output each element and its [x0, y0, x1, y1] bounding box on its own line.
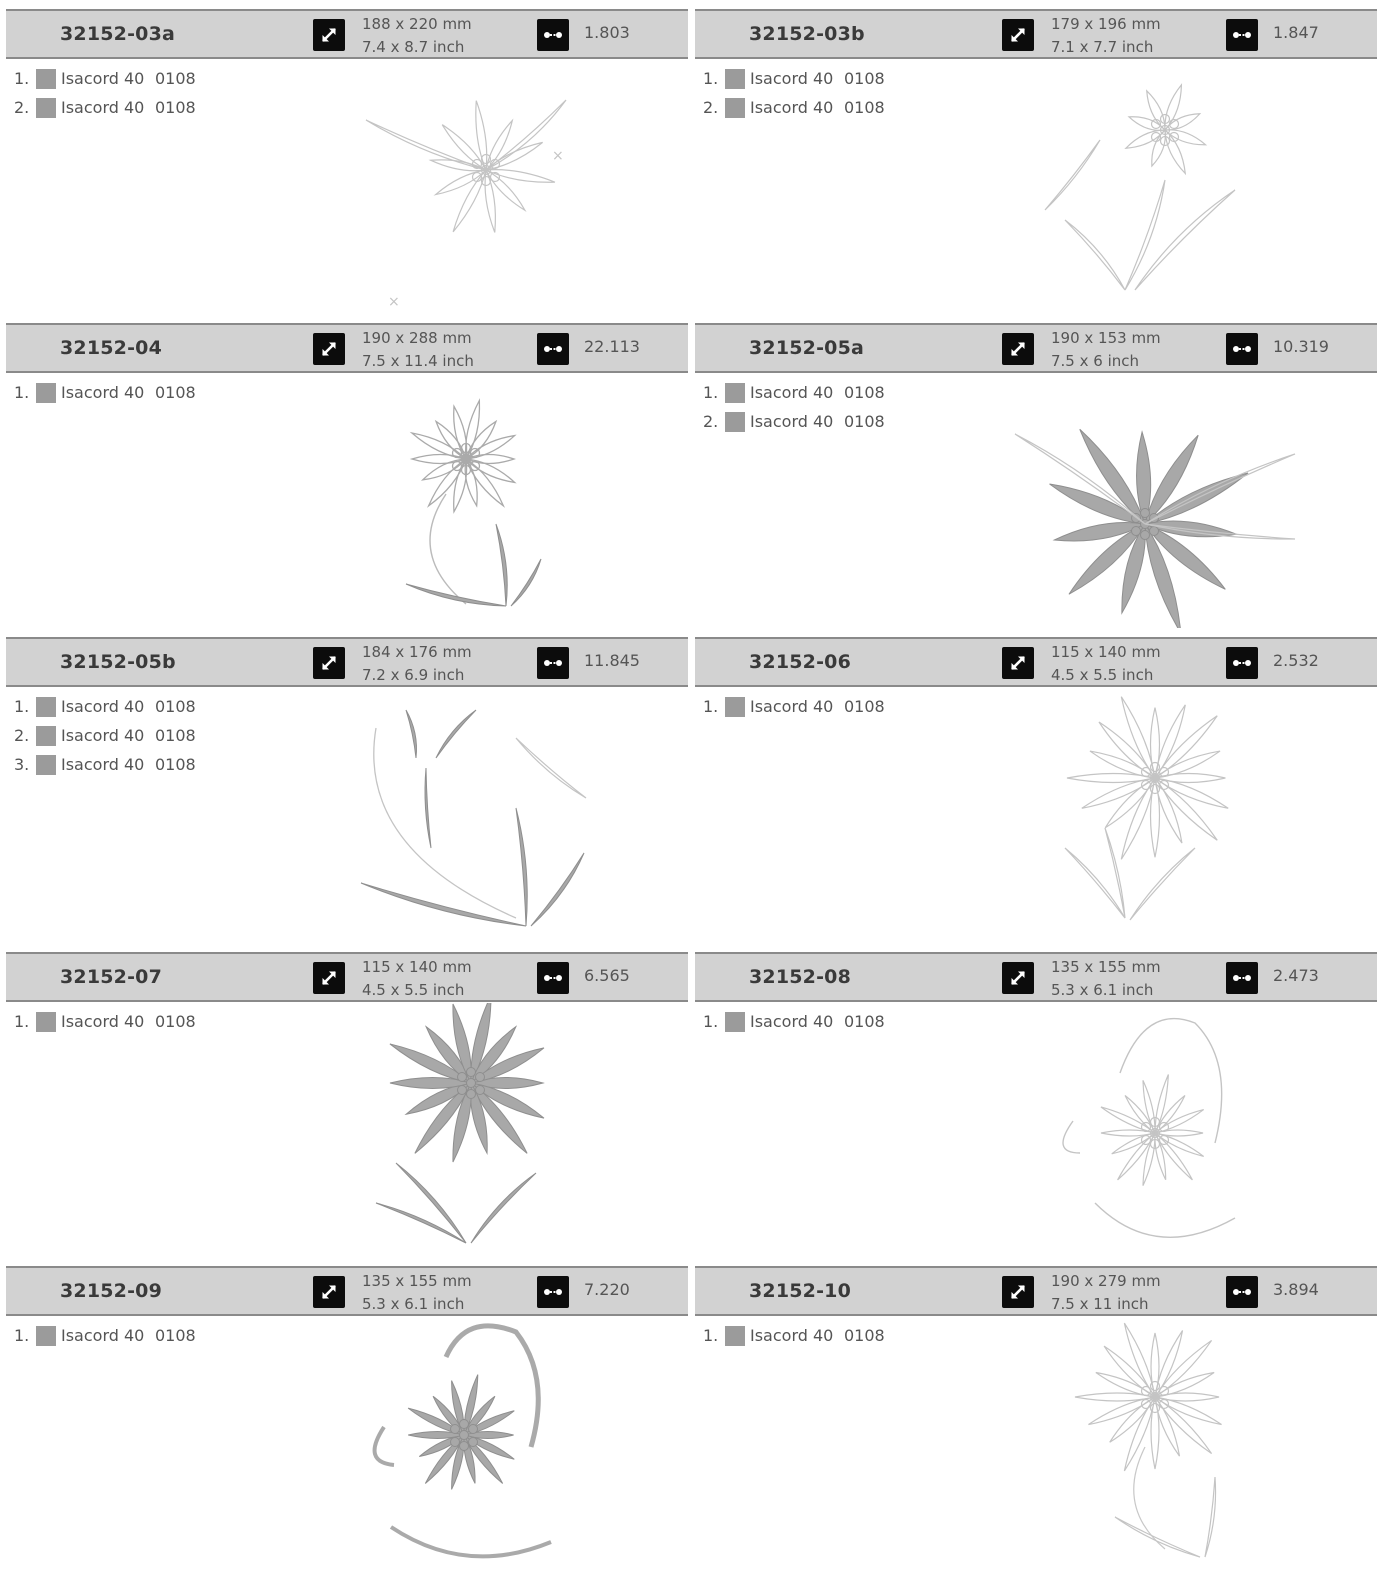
thread-color-swatch [36, 69, 56, 89]
design-size-mm: 188 x 220 mm [362, 15, 472, 33]
design-size-mm: 184 x 176 mm [362, 643, 472, 661]
thread-name: Isacord 40 [61, 1012, 145, 1031]
thread-list [14, 694, 214, 781]
design-size-mm: 190 x 153 mm [1051, 329, 1161, 347]
stitch-count: 6.565 [584, 966, 630, 985]
thread-color-code: 0108 [844, 697, 885, 716]
thread-list [703, 1323, 903, 1352]
design-card[interactable] [695, 943, 1377, 1257]
design-code: 32152-03a [60, 23, 176, 45]
thread-name: Isacord 40 [61, 697, 145, 716]
thread-name: Isacord 40 [61, 726, 145, 745]
edelweiss-wide-flower-icon [1005, 374, 1305, 628]
thread-color-swatch [36, 697, 56, 717]
edelweiss-swirl-outline-icon [1005, 1003, 1305, 1257]
stitch-count: 1.803 [584, 23, 630, 42]
design-dimensions [362, 1270, 472, 1316]
design-dimensions [362, 641, 472, 687]
resize-arrow-icon [1002, 647, 1034, 679]
design-header-bar [6, 1266, 688, 1316]
design-code: 32152-05b [60, 651, 176, 673]
thread-color-code: 0108 [844, 1012, 885, 1031]
stitch-count-icon [537, 1276, 569, 1308]
design-header-bar [6, 9, 688, 59]
thread-color-code: 0108 [155, 697, 196, 716]
thread-color-code: 0108 [844, 98, 885, 117]
edelweiss-filled-flower-icon [316, 1003, 616, 1257]
thread-number: 1. [14, 383, 30, 402]
thread-list [703, 380, 903, 438]
stitch-count: 2.473 [1273, 966, 1319, 985]
thread-row [703, 95, 903, 124]
stitch-count-icon [1226, 1276, 1258, 1308]
svg-text:×: × [552, 148, 564, 164]
thread-name: Isacord 40 [61, 383, 145, 402]
stitch-count-icon [537, 333, 569, 365]
design-size-mm: 135 x 155 mm [362, 1272, 472, 1290]
svg-text:×: × [388, 294, 400, 310]
thread-row [14, 1323, 214, 1352]
thread-number: 1. [14, 1326, 30, 1345]
thread-name: Isacord 40 [750, 412, 834, 431]
stitch-count-icon [537, 19, 569, 51]
thread-row [14, 380, 214, 409]
thread-color-swatch [725, 1012, 745, 1032]
design-dimensions [1051, 641, 1161, 687]
thread-color-code: 0108 [155, 1012, 196, 1031]
design-card[interactable] [6, 628, 688, 942]
edelweiss-flower-stem-icon [316, 374, 616, 628]
thread-color-swatch [36, 98, 56, 118]
resize-arrow-icon [313, 962, 345, 994]
stitch-count-icon [1226, 647, 1258, 679]
thread-name: Isacord 40 [750, 98, 834, 117]
thread-color-swatch [725, 98, 745, 118]
resize-arrow-icon [313, 647, 345, 679]
design-dimensions [1051, 13, 1161, 59]
thread-name: Isacord 40 [750, 697, 834, 716]
design-size-inch: 4.5 x 5.5 inch [1051, 666, 1154, 684]
design-dimensions [362, 327, 474, 373]
thread-color-code: 0108 [844, 412, 885, 431]
thread-name: Isacord 40 [61, 69, 145, 88]
design-card[interactable] [695, 314, 1377, 628]
thread-row [703, 66, 903, 95]
thread-number: 1. [703, 1012, 719, 1031]
stitch-count: 11.845 [584, 651, 640, 670]
thread-color-swatch [725, 412, 745, 432]
thread-color-code: 0108 [155, 755, 196, 774]
design-header-bar [6, 952, 688, 1002]
design-size-inch: 7.2 x 6.9 inch [362, 666, 465, 684]
stitch-count-icon [1226, 333, 1258, 365]
design-card[interactable] [6, 0, 688, 314]
thread-number: 1. [14, 69, 30, 88]
thread-row [14, 66, 214, 95]
design-code: 32152-04 [60, 337, 163, 359]
thread-color-swatch [36, 1326, 56, 1346]
edelweiss-tall-outline-icon [1005, 1317, 1305, 1571]
thread-row [14, 752, 214, 781]
design-size-mm: 115 x 140 mm [362, 958, 472, 976]
thread-list [703, 66, 903, 124]
stitch-count: 22.113 [584, 337, 640, 356]
design-size-inch: 7.5 x 11 inch [1051, 1295, 1149, 1313]
thread-number: 2. [14, 726, 30, 745]
thread-name: Isacord 40 [750, 69, 834, 88]
stitch-count: 10.319 [1273, 337, 1329, 356]
thread-number: 2. [703, 98, 719, 117]
design-card[interactable] [6, 314, 688, 628]
thread-name: Isacord 40 [61, 1326, 145, 1345]
thread-color-code: 0108 [155, 1326, 196, 1345]
thread-name: Isacord 40 [61, 98, 145, 117]
design-size-inch: 7.5 x 6 inch [1051, 352, 1140, 370]
thread-row [703, 1009, 903, 1038]
thread-color-code: 0108 [155, 98, 196, 117]
stitch-count-icon [1226, 19, 1258, 51]
resize-arrow-icon [1002, 19, 1034, 51]
edelweiss-swirl-filled-icon [316, 1317, 616, 1571]
design-size-inch: 5.3 x 6.1 inch [1051, 981, 1154, 999]
thread-name: Isacord 40 [750, 1012, 834, 1031]
design-header-bar [6, 323, 688, 373]
thread-row [703, 1323, 903, 1352]
stitch-count: 7.220 [584, 1280, 630, 1299]
edelweiss-outline-flower-icon [1005, 688, 1305, 942]
edelweiss-sprig-outline-icon [316, 60, 616, 314]
thread-row [703, 380, 903, 409]
design-card[interactable] [6, 943, 688, 1257]
thread-color-code: 0108 [155, 726, 196, 745]
design-header-bar [695, 9, 1377, 59]
stitch-count: 3.894 [1273, 1280, 1319, 1299]
design-dimensions [362, 13, 472, 59]
thread-number: 2. [703, 412, 719, 431]
thread-name: Isacord 40 [750, 383, 834, 402]
thread-color-code: 0108 [844, 383, 885, 402]
thread-color-code: 0108 [155, 383, 196, 402]
design-dimensions [1051, 1270, 1161, 1316]
thread-row [14, 95, 214, 124]
stitch-count-icon [1226, 962, 1258, 994]
thread-number: 2. [14, 98, 30, 117]
design-size-inch: 7.4 x 8.7 inch [362, 38, 465, 56]
thread-list [703, 694, 903, 723]
stitch-count-icon [537, 962, 569, 994]
thread-row [14, 1009, 214, 1038]
design-dimensions [1051, 956, 1161, 1002]
thread-row [703, 409, 903, 438]
design-size-mm: 190 x 288 mm [362, 329, 472, 347]
design-code: 32152-05a [749, 337, 865, 359]
design-size-inch: 5.3 x 6.1 inch [362, 1295, 465, 1313]
design-size-mm: 135 x 155 mm [1051, 958, 1161, 976]
edelweiss-stem-outline-icon [1005, 60, 1305, 314]
resize-arrow-icon [1002, 1276, 1034, 1308]
design-size-mm: 179 x 196 mm [1051, 15, 1161, 33]
design-code: 32152-03b [749, 23, 865, 45]
design-code: 32152-07 [60, 966, 163, 988]
thread-color-code: 0108 [155, 69, 196, 88]
thread-number: 1. [14, 1012, 30, 1031]
design-header-bar [695, 637, 1377, 687]
edelweiss-leaves-icon [316, 688, 616, 942]
thread-color-code: 0108 [844, 69, 885, 88]
design-size-inch: 7.5 x 11.4 inch [362, 352, 474, 370]
design-card[interactable] [695, 1257, 1377, 1571]
thread-row [14, 694, 214, 723]
resize-arrow-icon [313, 19, 345, 51]
thread-color-swatch [36, 1012, 56, 1032]
design-header-bar [695, 323, 1377, 373]
thread-color-swatch [725, 1326, 745, 1346]
design-size-inch: 7.1 x 7.7 inch [1051, 38, 1154, 56]
design-code: 32152-10 [749, 1280, 852, 1302]
design-header-bar [6, 637, 688, 687]
thread-color-swatch [725, 383, 745, 403]
thread-number: 1. [703, 697, 719, 716]
stitch-count-icon [537, 647, 569, 679]
thread-color-swatch [36, 383, 56, 403]
design-card[interactable] [6, 1257, 688, 1571]
stitch-count: 1.847 [1273, 23, 1319, 42]
thread-number: 3. [14, 755, 30, 774]
resize-arrow-icon [313, 1276, 345, 1308]
design-size-mm: 115 x 140 mm [1051, 643, 1161, 661]
thread-number: 1. [703, 69, 719, 88]
thread-color-swatch [725, 69, 745, 89]
design-header-bar [695, 952, 1377, 1002]
thread-list [703, 1009, 903, 1038]
resize-arrow-icon [1002, 962, 1034, 994]
thread-name: Isacord 40 [61, 755, 145, 774]
thread-list [14, 380, 214, 409]
thread-list [14, 1009, 214, 1038]
design-card[interactable] [695, 0, 1377, 314]
design-dimensions [362, 956, 472, 1002]
resize-arrow-icon [313, 333, 345, 365]
thread-number: 1. [703, 1326, 719, 1345]
thread-name: Isacord 40 [750, 1326, 834, 1345]
thread-number: 1. [14, 697, 30, 716]
thread-list [14, 1323, 214, 1352]
thread-row [703, 694, 903, 723]
thread-row [14, 723, 214, 752]
design-dimensions [1051, 327, 1161, 373]
thread-color-swatch [36, 726, 56, 746]
thread-list [14, 66, 214, 124]
design-code: 32152-06 [749, 651, 852, 673]
design-header-bar [695, 1266, 1377, 1316]
design-code: 32152-09 [60, 1280, 163, 1302]
thread-color-swatch [36, 755, 56, 775]
thread-color-swatch [725, 697, 745, 717]
thread-color-code: 0108 [844, 1326, 885, 1345]
design-code: 32152-08 [749, 966, 852, 988]
thread-number: 1. [703, 383, 719, 402]
design-size-inch: 4.5 x 5.5 inch [362, 981, 465, 999]
stitch-count: 2.532 [1273, 651, 1319, 670]
resize-arrow-icon [1002, 333, 1034, 365]
design-size-mm: 190 x 279 mm [1051, 1272, 1161, 1290]
design-card[interactable] [695, 628, 1377, 942]
